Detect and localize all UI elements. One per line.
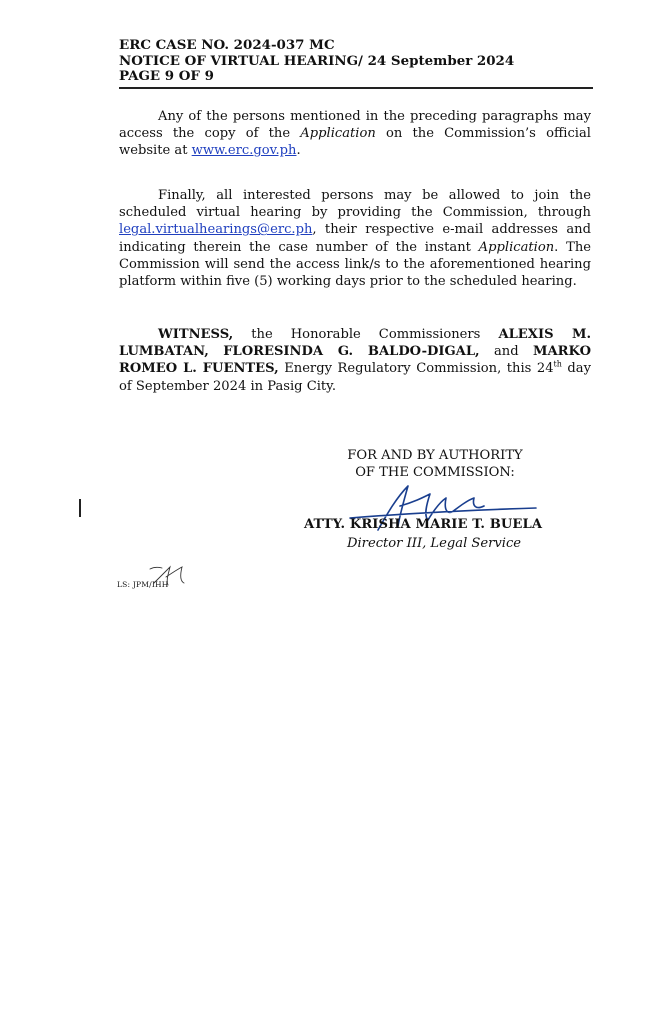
header-rule (119, 87, 593, 89)
reference-initials: LS: JPM/IHH (117, 580, 169, 589)
p1-text-a: Any of the persons mentioned in the preceding paragraphs may access the copy of the (119, 109, 591, 142)
p2-application-term: Application (478, 239, 555, 255)
p1-text-b: on the Commission’s official website at (119, 126, 591, 159)
text-cursor-mark (79, 499, 81, 517)
commissioner-1: ALEXIS M. LUMBATAN, (119, 327, 592, 360)
initials-scribble (148, 561, 190, 589)
paragraph-witness (119, 326, 591, 395)
case-number: ERC CASE NO. 2024-037 MC (119, 37, 335, 53)
witness-label: WITNESS, (158, 327, 234, 342)
hearing-email-link[interactable]: legal.virtualhearings@erc.ph (119, 222, 313, 238)
authority-line-2: OF THE COMMISSION: (355, 464, 515, 480)
signatory-name: ATTY. KRISHA MARIE T. BUELA (304, 517, 543, 532)
ordinal-suffix: th (553, 360, 562, 370)
notice-title: NOTICE OF VIRTUAL HEARING/ 24 September 2024 (119, 52, 515, 69)
document-header (119, 38, 599, 85)
p3-text-d: day of September 2024 in Pasig City. (119, 361, 592, 394)
paragraph-access-application (119, 108, 591, 160)
p1-application-term: Application (300, 126, 376, 142)
page-indicator: PAGE 9 OF 9 (119, 68, 214, 84)
p1-text-c: . (296, 143, 301, 159)
p3-space (209, 344, 223, 359)
signatory-title: Director III, Legal Service (347, 536, 522, 551)
p3-text-c: Energy Regulatory Commission, this 24 (278, 361, 554, 377)
paragraph-virtual-hearing (119, 187, 591, 290)
p2-text-b: , their respective e-mail addresses and indicating therein the case number of the instant (119, 222, 591, 255)
p3-text-a: the Honorable Commissioners (233, 327, 499, 342)
commissioner-3: MARKO ROMEO L. FUENTES, (119, 344, 591, 377)
p2-text-c: . The Commission will send the access link/s to the aforementioned hearing platform within five (5) working days prior to the scheduled hearing. (119, 239, 591, 290)
authority-line-1: FOR AND BY AUTHORITY (347, 448, 523, 463)
p2-text-a: Finally, all interested persons may be allowed to join the scheduled virtual hearing by providing the Commission, through (119, 188, 591, 221)
erc-website-link[interactable]: www.erc.gov.ph (191, 143, 297, 159)
commissioner-2: FLORESINDA G. BALDO-DIGAL, (223, 344, 480, 360)
p3-text-b: and (479, 344, 534, 360)
